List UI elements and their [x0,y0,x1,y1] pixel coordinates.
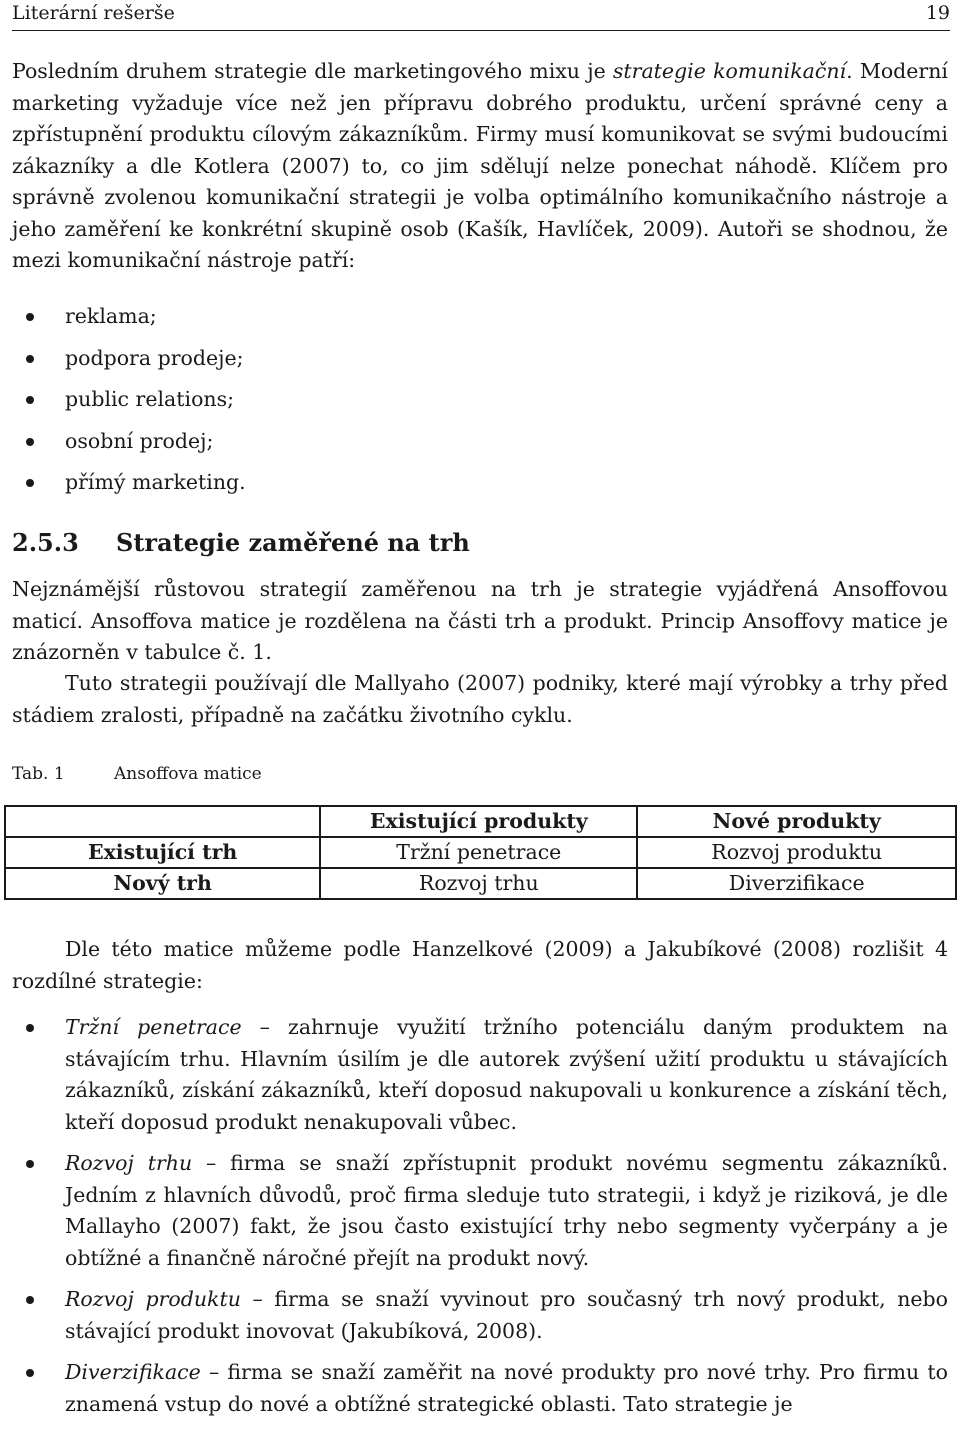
row-header-existing-market: Existující trh [5,837,320,868]
table-row [5,868,956,899]
paragraph-four-strategies: Dle této matice můžeme podle Hanzelkové (2009) a Jakubíkové (2008) rozlišit 4 rozdílné strategie: [12,937,948,993]
bullet-icon [26,438,34,446]
section-heading [12,526,948,560]
column-header-existing-products: Existující produkty [320,806,637,837]
strategy-term: Diverzifikace [65,1360,201,1384]
bullet-icon [26,1160,34,1168]
bullet-icon [26,1024,34,1032]
communication-tools-list [12,301,948,509]
table-cell: Rozvoj trhu [320,868,637,899]
section-number: 2.5.3 [12,528,79,557]
row-header-new-market: Nový trh [5,868,320,899]
strategy-text: – zahrnuje využití tržního potenciálu daným produktem na stávajícím trhu. Hlavním úsilím je dle autorek zvýšení užití produktu u stávajících zákazníků, získání zákazníků, kteří doposud nakupovali u konkurence a získání těch, kteří doposud produkt nenakupovali vůbec. [65,1015,948,1134]
table-header-row [5,806,956,837]
list-item [12,1012,948,1138]
strategies-list [12,1012,948,1430]
table-caption-label: Tab. 1 [12,764,65,784]
paragraph-ansoff-intro: Nejznámější růstovou strategií zaměřenou na trh je strategie vyjádřená Ansoffovou maticí. Ansoffova matice je rozdělena na části trh a produkt. Princip Ansoffovy matice je znázorněn v tabulce č. 1. [12,577,948,664]
ansoff-matrix-table [4,805,957,900]
bullet-icon [26,313,34,321]
column-header-new-products: Nové produkty [637,806,956,837]
list-item [12,384,948,426]
list-item [12,1148,948,1274]
list-item [12,1357,948,1420]
para1-term: strategie komunikační [612,59,847,83]
bullet-icon [26,479,34,487]
strategy-term: Rozvoj produktu [65,1287,241,1311]
strategy-text: – firma se snaží zpřístupnit produkt novému segmentu zákazníků. Jedním z hlavních důvodů, proč firma sleduje tuto strategii, i když je riziková, je dle Mallayho (2007) fakt, že jsou často existující trhy nebo segmenty vyčerpány a je obtížné a finančně náročné přejít na produkt nový. [65,1151,948,1270]
para1-rest: . Moderní marketing vyžaduje více než jen přípravu dobrého produktu, určení správné ceny a zpřístupnění produktu cílovým zákazníkům. Firmy musí komunikovat se svými budoucími zákazníky a dle Kotlera (2007) to, co jim sdělují nelze ponechat náhodě. Klíčem pro správně zvolenou komunikační strategii je volba optimálního komunikačního nástroje a jeho zaměření ke konkrétní skupině osob (Kašík, Havlíček, 2009). Autoři se shodnou, že mezi komunikační nástroje patří: [12,59,948,272]
list-item [12,301,948,343]
running-header [12,0,950,31]
section-title: Strategie zaměřené na trh [116,528,470,557]
list-item [12,426,948,468]
list-item [12,1284,948,1347]
list-item-label: podpora prodeje; [65,345,244,370]
bullet-icon [26,396,34,404]
table-cell: Diverzifikace [637,868,956,899]
page-number: 19 [925,2,950,24]
list-item-label: reklama; [65,304,157,328]
table-corner-cell [5,806,320,837]
paragraph-communication-strategy [12,56,948,277]
header-title: Literární rešerše [12,2,175,24]
list-item [12,467,948,509]
table-cell: Rozvoj produktu [637,837,956,868]
bullet-icon [26,355,34,363]
bullet-icon [26,1296,34,1304]
strategy-term: Rozvoj trhu [65,1151,193,1175]
list-item-label: public relations; [65,387,235,411]
strategy-text: – firma se snaží vyvinout pro současný trh nový produkt, nebo stávající produkt inovovat (Jakubíková, 2008). [65,1287,949,1343]
list-item [12,343,948,385]
paragraph-mallya: Tuto strategii používají dle Mallyaho (2007) podniky, které mají výrobky a trhy před stádiem zralosti, případně na začátku životního cyklu. [12,671,948,727]
bullet-icon [26,1369,34,1377]
table-caption-text: Ansoffova matice [114,764,262,784]
table-cell: Tržní penetrace [320,837,637,868]
list-item-label: přímý marketing. [65,470,246,494]
strategy-term: Tržní penetrace [65,1015,242,1039]
strategy-text: – firma se snaží zaměřit na nové produkty pro nové trhy. Pro firmu to znamená vstup do nové a obtížné strategické oblasti. Tato strategie je [65,1360,948,1416]
table-caption [12,762,262,786]
para1-intro: Posledním druhem strategie dle marketingového mixu je [12,59,613,83]
list-item-label: osobní prodej; [65,428,214,453]
table-row [5,837,956,868]
